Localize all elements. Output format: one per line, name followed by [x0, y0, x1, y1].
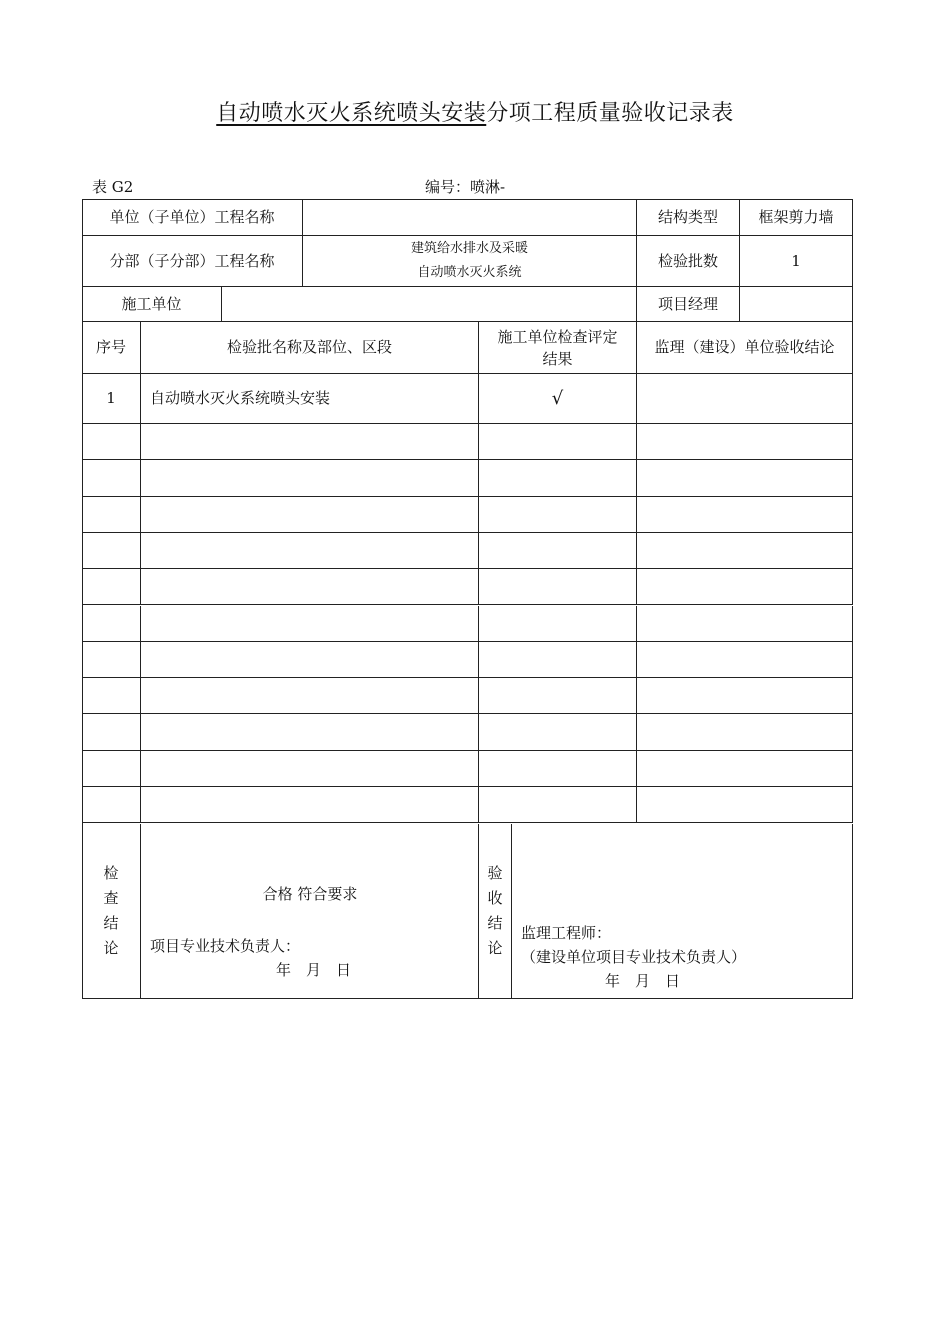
- batch-count-value[interactable]: 1: [740, 236, 853, 287]
- project-manager-field[interactable]: [740, 287, 853, 322]
- row-batch-name[interactable]: [141, 569, 479, 605]
- inspection-label-char: 结: [103, 914, 119, 932]
- division-label: 分部（子分部）工程名称: [82, 236, 303, 287]
- row-batch-name[interactable]: [141, 497, 479, 533]
- row-eval-result[interactable]: [479, 606, 637, 642]
- row-eval-result[interactable]: [479, 787, 637, 823]
- responsible-person-label: 项目专业技术负责人：: [150, 937, 301, 955]
- inspection-conclusion-label: [82, 824, 141, 999]
- acceptance-label-char: 论: [487, 939, 503, 957]
- acceptance-conclusion-cell[interactable]: [512, 824, 853, 999]
- structure-type-label: 结构类型: [637, 199, 740, 236]
- project-manager-label: 项目经理: [637, 287, 740, 322]
- row-eval-result[interactable]: [479, 642, 637, 678]
- acceptance-label-char: 收: [487, 889, 503, 907]
- row-batch-name[interactable]: 自动喷水灭火系统喷头安装: [141, 374, 479, 424]
- inspection-date: 年 月 日: [276, 961, 352, 979]
- page-title: [0, 96, 950, 127]
- division-value-line1: 建筑给水排水及采暖: [410, 241, 528, 256]
- column-header-seq: 序号: [82, 322, 141, 374]
- row-conclusion[interactable]: [637, 642, 853, 678]
- column-header-batch: 检验批名称及部位、区段: [141, 322, 479, 374]
- row-batch-name[interactable]: [141, 460, 479, 496]
- column-header-supervisor-conclusion: 监理（建设）单位验收结论: [637, 322, 853, 374]
- row-conclusion[interactable]: [637, 460, 853, 496]
- row-conclusion[interactable]: [637, 374, 853, 424]
- row-batch-name[interactable]: [141, 606, 479, 642]
- inspection-label-char: 论: [103, 939, 119, 957]
- division-value[interactable]: [303, 236, 637, 287]
- row-batch-name[interactable]: [141, 533, 479, 569]
- acceptance-conclusion-label: [479, 824, 512, 999]
- row-batch-name[interactable]: [141, 642, 479, 678]
- inspection-label-char: 查: [103, 889, 119, 907]
- row-seq: [82, 497, 141, 533]
- batch-count-label: 检验批数: [637, 236, 740, 287]
- row-eval-result[interactable]: [479, 424, 637, 460]
- title-underlined: 自动喷水灭火系统喷头安装: [216, 101, 487, 126]
- acceptance-label-char: 验: [487, 864, 503, 882]
- unit-name-label: 单位（子单位）工程名称: [82, 199, 303, 236]
- supervising-engineer-label: 监理工程师：: [521, 924, 612, 942]
- owner-representative-label: （建设单位项目专业技术负责人）: [521, 948, 747, 966]
- row-seq: 1: [82, 374, 141, 424]
- row-eval-result[interactable]: [479, 569, 637, 605]
- contractor-label: 施工单位: [82, 287, 222, 322]
- row-conclusion[interactable]: [637, 678, 853, 714]
- inspection-conclusion-cell[interactable]: [141, 824, 479, 999]
- row-conclusion[interactable]: [637, 533, 853, 569]
- structure-type-value[interactable]: 框架剪力墙: [740, 199, 853, 236]
- row-batch-name[interactable]: [141, 714, 479, 750]
- inspection-form: [82, 199, 853, 999]
- row-eval-result[interactable]: [479, 497, 637, 533]
- row-seq: [82, 606, 141, 642]
- row-seq: [82, 751, 141, 787]
- row-conclusion[interactable]: [637, 606, 853, 642]
- contractor-field[interactable]: [222, 287, 637, 322]
- row-batch-name[interactable]: [141, 424, 479, 460]
- column-header-contractor-eval: 施工单位检查评定结果: [479, 322, 637, 374]
- row-eval-result[interactable]: [479, 751, 637, 787]
- row-conclusion[interactable]: [637, 497, 853, 533]
- row-seq: [82, 424, 141, 460]
- table-code: 表 G2: [92, 178, 134, 196]
- row-eval-result[interactable]: [479, 714, 637, 750]
- row-seq: [82, 460, 141, 496]
- row-conclusion[interactable]: [637, 569, 853, 605]
- row-eval-result[interactable]: √: [479, 374, 637, 424]
- row-conclusion[interactable]: [637, 787, 853, 823]
- division-value-line2: 自动喷水灭火系统: [417, 265, 522, 280]
- inspection-label-char: 检: [103, 864, 119, 882]
- unit-name-field[interactable]: [303, 199, 637, 236]
- row-batch-name[interactable]: [141, 678, 479, 714]
- acceptance-date: 年 月 日: [605, 972, 681, 990]
- row-conclusion[interactable]: [637, 424, 853, 460]
- row-eval-result[interactable]: [479, 678, 637, 714]
- row-seq: [82, 678, 141, 714]
- row-batch-name[interactable]: [141, 787, 479, 823]
- row-batch-name[interactable]: [141, 751, 479, 787]
- row-seq: [82, 714, 141, 750]
- acceptance-label-char: 结: [487, 914, 503, 932]
- form-number: 编号：喷淋-: [425, 178, 506, 196]
- row-eval-result[interactable]: [479, 533, 637, 569]
- inspection-result: 合格 符合要求: [262, 885, 358, 903]
- row-conclusion[interactable]: [637, 714, 853, 750]
- row-seq: [82, 787, 141, 823]
- row-seq: [82, 533, 141, 569]
- title-rest: 分项工程质量验收记录表: [486, 101, 734, 126]
- row-seq: [82, 642, 141, 678]
- row-eval-result[interactable]: [479, 460, 637, 496]
- row-conclusion[interactable]: [637, 751, 853, 787]
- row-seq: [82, 569, 141, 605]
